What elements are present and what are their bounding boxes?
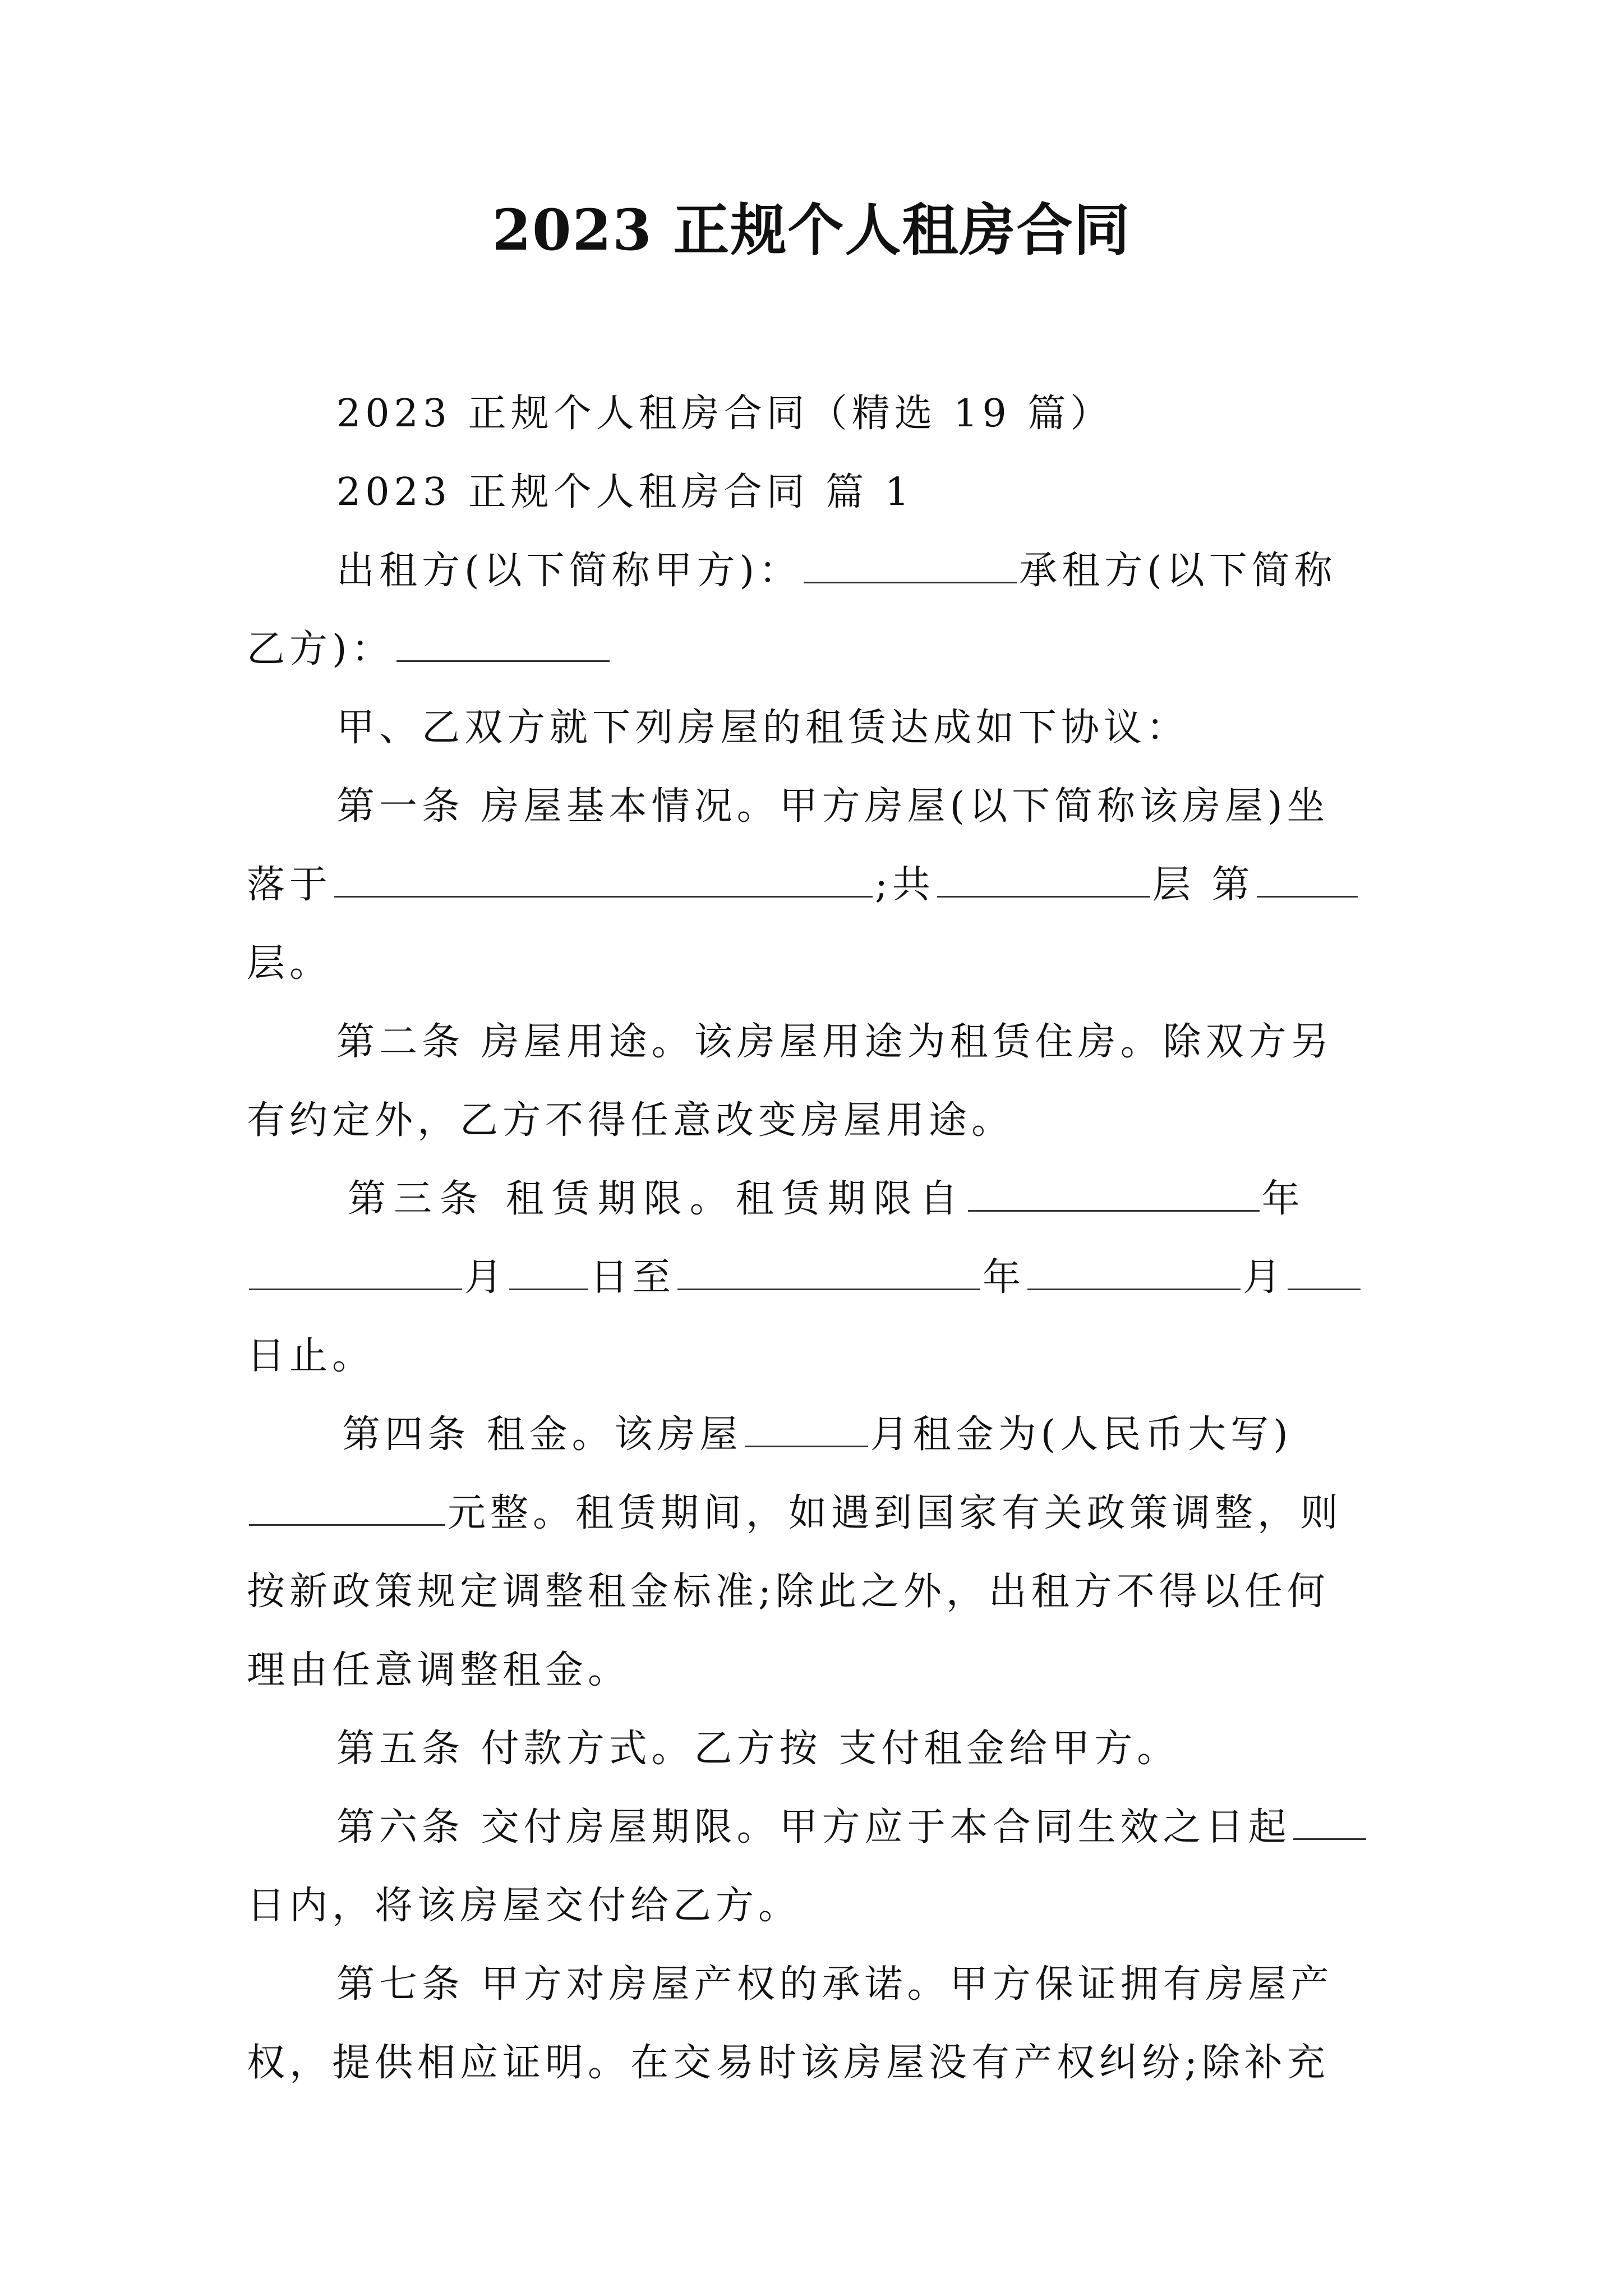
paragraph-line: 日内，将该房屋交付给乙方。 bbox=[247, 1884, 801, 1928]
text-segment: 日至 bbox=[590, 1255, 676, 1300]
text-segment: 月 bbox=[464, 1255, 508, 1300]
paragraph-line: 第二条 房屋用途。该房屋用途为租赁住房。除双方另 bbox=[336, 1020, 1334, 1064]
paragraph-line: 理由任意调整租金。 bbox=[247, 1648, 631, 1692]
text-segment: 年 bbox=[983, 1255, 1026, 1300]
section-heading: 2023 正规个人租房合同 篇 1 bbox=[336, 470, 914, 514]
text-segment: 第三条 租赁期限。租赁期限自 bbox=[348, 1177, 966, 1221]
fill-blank bbox=[1288, 1288, 1361, 1290]
fill-blank bbox=[396, 660, 610, 662]
paragraph-line bbox=[336, 1797, 1368, 1858]
text-segment: 第六条 交付房屋期限。甲方应于本合同生效之日起 bbox=[336, 1805, 1291, 1849]
text-segment: 元整。租赁期间，如遇到国家有关政策调整，则 bbox=[448, 1491, 1343, 1535]
text-segment: 承租方(以下简称 bbox=[1019, 549, 1337, 593]
paragraph-line bbox=[336, 540, 1337, 602]
text-segment: 月租金为(人民币大写) bbox=[870, 1412, 1293, 1457]
text-segment: 出租方(以下简称甲方)： bbox=[336, 549, 802, 593]
text-segment: 年 bbox=[1261, 1177, 1308, 1221]
paragraph-line bbox=[342, 1404, 1293, 1466]
fill-blank bbox=[968, 1209, 1260, 1212]
fill-blank bbox=[804, 581, 1017, 583]
fill-blank bbox=[1293, 1838, 1366, 1840]
paragraph-line bbox=[247, 1483, 1343, 1544]
paragraph-line bbox=[348, 1168, 1308, 1230]
paragraph-line: 按新政策规定调整租金标准;除此之外，出租方不得以任何 bbox=[247, 1570, 1330, 1614]
paragraph-line bbox=[247, 1247, 1363, 1309]
paragraph-line bbox=[247, 619, 612, 680]
fill-blank bbox=[249, 1288, 462, 1290]
fill-blank bbox=[937, 895, 1150, 898]
paragraph-line: 第一条 房屋基本情况。甲方房屋(以下简称该房屋)坐 bbox=[336, 784, 1330, 829]
paragraph-line: 甲、乙双方就下列房屋的租赁达成如下协议： bbox=[336, 706, 1189, 750]
fill-blank bbox=[249, 1524, 445, 1526]
text-segment: ;共 bbox=[875, 863, 935, 907]
fill-blank bbox=[745, 1445, 868, 1447]
fill-blank bbox=[677, 1288, 980, 1290]
fill-blank bbox=[509, 1288, 588, 1290]
text-segment: 落于 bbox=[247, 863, 333, 907]
paragraph-line: 层。 bbox=[247, 941, 333, 986]
text-segment: 层 第 bbox=[1152, 863, 1255, 907]
text-segment: 乙方)： bbox=[247, 627, 394, 671]
fill-blank bbox=[1027, 1288, 1241, 1290]
paragraph-line: 日止。 bbox=[247, 1334, 375, 1378]
fill-blank bbox=[334, 895, 873, 898]
paragraph-line: 有约定外，乙方不得任意改变房屋用途。 bbox=[247, 1098, 1015, 1143]
paragraph-line: 第七条 甲方对房屋产权的承诺。甲方保证拥有房屋产 bbox=[336, 1962, 1334, 2007]
paragraph-line: 第五条 付款方式。乙方按 支付租金给甲方。 bbox=[336, 1727, 1180, 1771]
document-title: 2023 正规个人租房合同 bbox=[492, 197, 1131, 263]
text-segment: 月 bbox=[1243, 1255, 1286, 1300]
paragraph-line bbox=[247, 854, 1360, 916]
paragraph-line: 权，提供相应证明。在交易时该房屋没有产权纠纷;除补充 bbox=[247, 2041, 1330, 2085]
document-subtitle: 2023 正规个人租房合同（精选 19 篇） bbox=[336, 392, 1113, 436]
text-segment: 第四条 租金。该房屋 bbox=[342, 1412, 743, 1457]
fill-blank bbox=[1257, 895, 1358, 898]
